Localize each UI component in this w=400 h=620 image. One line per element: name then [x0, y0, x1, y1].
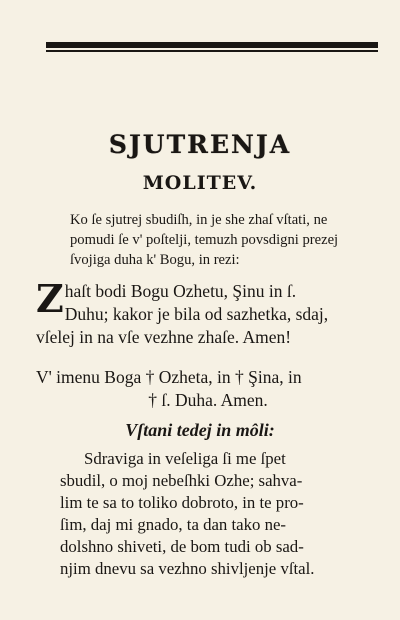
body-line: ſim, daj mi gnado, ta dan tako ne-	[60, 515, 287, 534]
body-paragraph	[60, 448, 380, 580]
trinity-line: † ſ. Duha. Amen.	[148, 390, 268, 410]
prayer-paragraph	[36, 276, 380, 349]
section-heading: Vſtani tedej in môli:	[125, 420, 275, 440]
intro-line: Ko ſe sjutrej sbudiſh, in je she zhaſ vſtati, ne	[70, 212, 328, 228]
prayer-line: haſt bodi Bogu Ozhetu, Şinu in ſ.	[64, 281, 297, 301]
body-line: Sdraviga in veſeliga ſi me ſpet	[84, 449, 286, 468]
intro-paragraph	[70, 210, 382, 270]
body-line: dolshno shiveti, de bom tudi ob sad-	[60, 537, 304, 556]
page-subtitle: MOLITEV.	[142, 172, 258, 194]
trinity-line: V' imenu Boga † Ozheta, in † Şina, in	[36, 367, 302, 387]
prayer-line: vſelej in na vſe vezhne zhaſe. Amen!	[36, 327, 292, 347]
body-line: lim te sa to toliko dobroto, in te pro-	[60, 493, 304, 512]
body-line: sbudil, o moj nebeſhki Ozhe; sahva-	[60, 471, 303, 490]
ornament-rule-thin	[46, 50, 378, 52]
intro-line: pomudi ſe v' poſtelji, temuzh povsdigni prezej	[70, 232, 339, 248]
trinity-invocation	[36, 366, 380, 412]
intro-line: ſvojiga duha k' Bogu, in rezi:	[70, 252, 240, 268]
ornament-rule-thick	[46, 42, 378, 48]
page-title: SJUTRENJA	[108, 130, 292, 159]
body-line: njim dnevu sa vezhno shivljenje vſtal.	[60, 559, 315, 578]
prayer-line: Duhu; kakor je bila od sazhetka, sdaj,	[64, 304, 329, 324]
drop-cap: Z	[36, 276, 64, 321]
